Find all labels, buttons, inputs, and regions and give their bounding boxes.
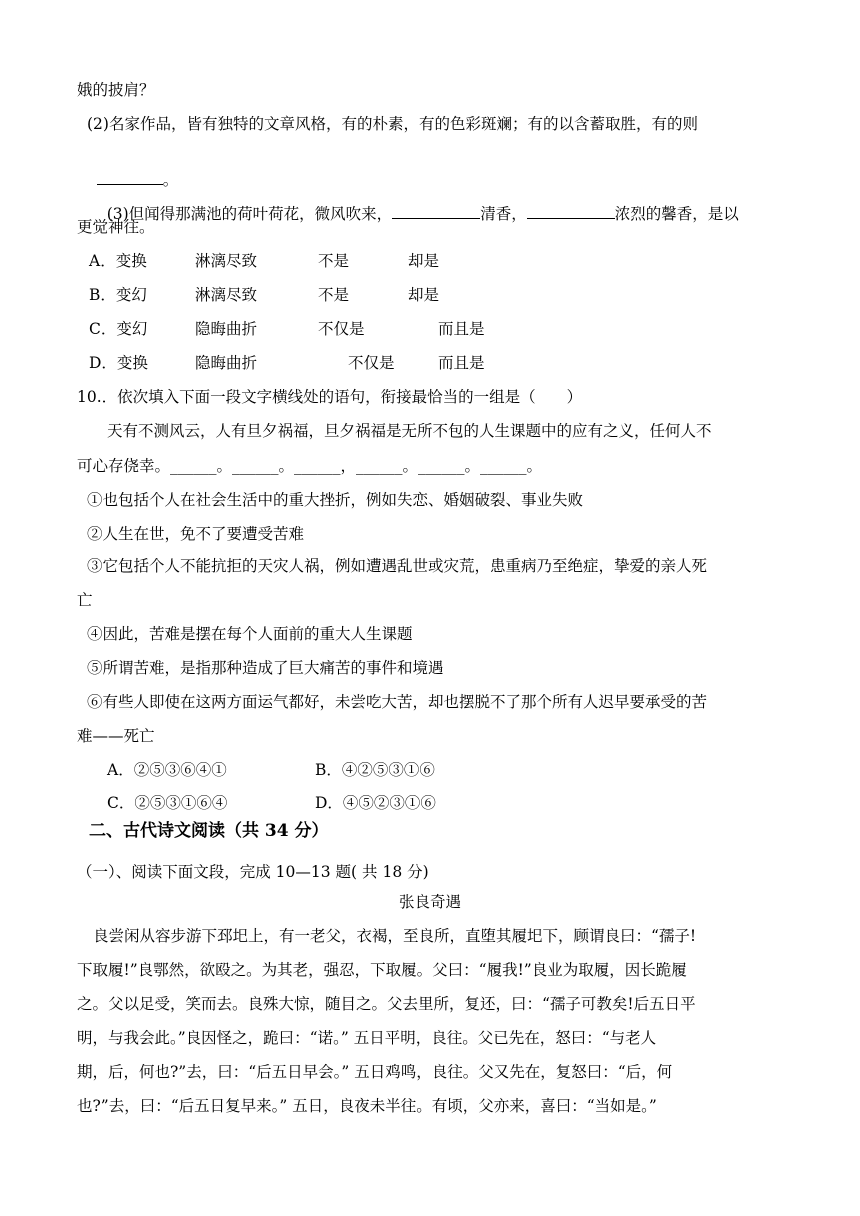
q9-item-3-part-b: 清香， (480, 205, 527, 223)
passage-line: 期，后，何也?”去，曰：“后五日早会。” 五日鸡鸣，良往。父又先在，复怒曰：“后，何 (77, 1063, 673, 1081)
q9-item-3 (87, 183, 739, 244)
passage-line: 之。父以足受，笑而去。良殊大惊，随目之。父去里所，复还，曰：“孺子可教矣!后五日平 (77, 995, 696, 1013)
passage-line: 也?”去，曰：“后五日复早来。” 五日，良夜未半往。有顷，父亦来，喜曰：“当如是。” (77, 1097, 657, 1115)
q9-option-d-word3: 而且是 (438, 354, 485, 372)
q9-item-3-cont: 更觉神往。 (77, 218, 155, 236)
q9-option-b-word3: 却是 (408, 286, 440, 304)
q9-option-d-letter: D．变换 (89, 354, 148, 372)
q10-sentence-2: ②人生在世，免不了要遭受苦难 (87, 525, 305, 543)
q10-option-b: B．④②⑤③①⑥ (315, 761, 435, 779)
q9-option-c-word2: 不仅是 (318, 320, 365, 338)
passage-line: 良尝闲从容步游下邳圯上，有一老父，衣褐，至良所，直堕其履圯下，顾谓良曰：“孺子! (93, 927, 697, 945)
q10-sentence-5: ⑤所谓苦难，是指那种造成了巨大痛苦的事件和境遇 (87, 659, 444, 677)
q9-option-b-letter: B．变幻 (89, 286, 147, 304)
q9-item-2-end: 。 (162, 171, 179, 189)
fill-blank (392, 203, 480, 219)
q10-stem: 10.．依次填入下面一段文字横线处的语句，衔接最恰当的一组是（ ） (77, 388, 583, 406)
q9-item-3-part-a: (3)但闻得那满池的荷叶荷花，微风吹来， (106, 205, 393, 223)
q10-sentence-3: ③它包括个人不能抗拒的天灾人祸，例如遭遇乱世或灾荒，患重病乃至绝症，挚爱的亲人死 (87, 557, 708, 575)
passage-line: 明，与我会此。”良因怪之，跪曰：“诺。” 五日平明，良往。父已先在，怒曰：“与老人 (77, 1029, 657, 1047)
q9-option-d-word2: 不仅是 (348, 354, 395, 372)
q10-paragraph-line-1: 天有不测风云，人有旦夕祸福，旦夕祸福是无所不包的人生课题中的应有之义，任何人不 (107, 422, 712, 440)
section-title: 二、古代诗文阅读（共 34 分） (89, 821, 329, 841)
q10-sentence-6-cont: 难——死亡 (77, 727, 155, 745)
q9-item-2: (2)名家作品，皆有独特的文章风格，有的朴素，有的色彩斑斓；有的以含蓄取胜，有的则 (87, 115, 698, 133)
q9-option-a-word3: 却是 (408, 252, 440, 270)
q9-option-b-word2: 不是 (318, 286, 350, 304)
q9-option-a-word1: 淋漓尽致 (195, 252, 258, 270)
q10-option-d: D．④⑤②③①⑥ (315, 794, 436, 812)
q9-option-a-letter: A．变换 (89, 252, 147, 270)
q9-option-c-word3: 而且是 (438, 320, 485, 338)
q9-option-d-word1: 隐晦曲折 (195, 354, 258, 372)
q9-item-3-part-c: 浓烈的馨香，是以 (614, 205, 739, 223)
q10-sentence-1: ①也包括个人在社会生活中的重大挫折，例如失恋、婚姻破裂、事业失败 (87, 491, 584, 509)
passage-title: 张良奇遇 (398, 893, 461, 911)
fill-blank (527, 203, 615, 219)
q10-sentence-4: ④因此，苦难是摆在每个人面前的重大人生课题 (87, 625, 413, 643)
q9-option-b-word1: 淋漓尽致 (195, 286, 258, 304)
q10-sentence-3-cont: 亡 (77, 591, 93, 609)
q9-option-c-word1: 隐晦曲折 (195, 320, 258, 338)
section-subtitle: （一）、阅读下面文段，完成 10—13 题( 共 18 分) (77, 863, 429, 881)
q9-option-c-letter: C．变幻 (89, 320, 148, 338)
q10-option-c: C．②⑤③①⑥④ (107, 794, 228, 812)
q9-option-a-word2: 不是 (318, 252, 350, 270)
passage-line: 下取履!”良鄂然，欲殴之。为其老，强忍，下取履。父曰：“履我!”良业为取履，因长跪履 (77, 961, 687, 979)
q10-sentence-6: ⑥有些人即使在这两方面运气都好，未尝吃大苦，却也摆脱不了那个所有人迟早要承受的苦 (87, 693, 708, 711)
q9-line-top: 娥的披肩？ (77, 81, 155, 99)
q10-paragraph-line-2: 可心存侥幸。______。______。______，______。______。______。 (77, 457, 543, 475)
q10-option-a: A．②⑤③⑥④① (107, 761, 227, 779)
